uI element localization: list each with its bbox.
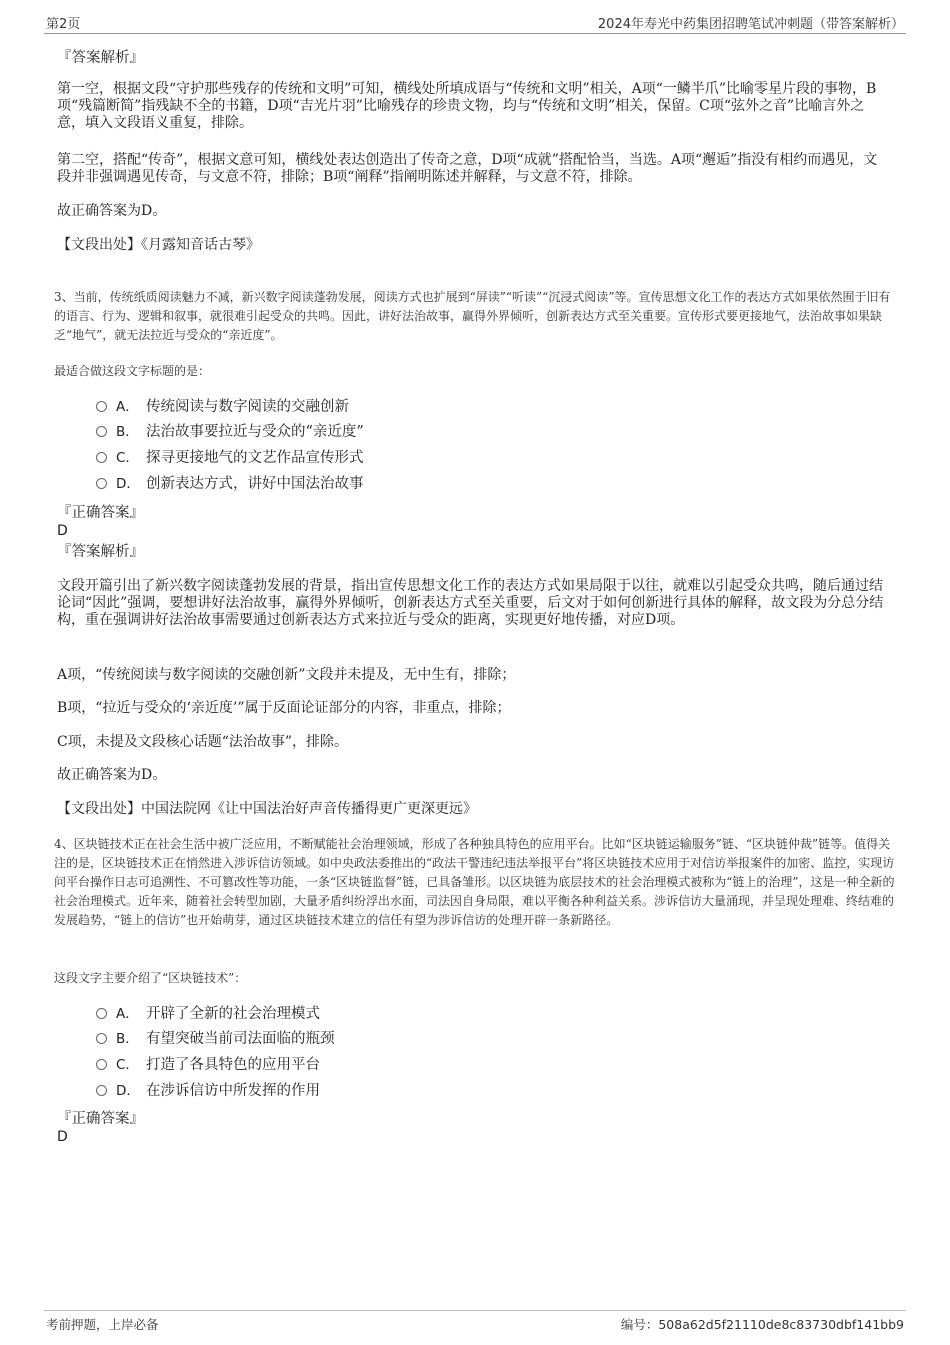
correct-answer-label: 『正确答案』 (57, 1111, 144, 1127)
page-header (44, 13, 906, 34)
question-3-prompt: 最适合做这段文字标题的是： (54, 364, 211, 378)
radio-icon[interactable] (96, 478, 107, 489)
correct-answer-label: 『正确答案』 (57, 505, 144, 521)
correct-answer: D (57, 523, 68, 539)
option-b-note: B项，“拉近与受众的‘亲近度’”属于反面论证部分的内容，非重点，排除； (57, 700, 511, 716)
question-3-analysis: 文段开篇引出了新兴数字阅读蓬勃发展的背景，指出宣传思想文化工作的表达方式如果局限于以往，就难以引起受众共鸣，随后通过结论词“因此”强调，要想讲好法治故事，赢得外界倾听，创新表达方式至关重要，后文对于如何创新进行具体的解释，故文段为分总分结构，重在强调讲好法治故事需要通过创新表达方式来拉近与受众的距离，实现更好地传播，对应D项。 (57, 578, 884, 628)
option-a-note: A项，“传统阅读与数字阅读的交融创新”文段并未提及，无中生有，排除； (57, 667, 516, 683)
analysis-label: 『答案解析』 (57, 544, 144, 560)
source-citation: 【文段出处】《月露知音话古琴》 (57, 237, 260, 253)
radio-icon[interactable] (96, 401, 107, 412)
question-4-prompt: 这段文字主要介绍了“区块链技术”： (54, 971, 247, 985)
radio-icon[interactable] (96, 1085, 107, 1096)
page-number: 第2页 (46, 17, 81, 32)
document-id: 编号：508a62d5f21110de8c83730dbf141bb9 (620, 1317, 904, 1332)
analysis-label: 『答案解析』 (57, 50, 144, 66)
correct-answer: D (57, 1129, 68, 1145)
question-4-option-a[interactable]: A． 开辟了全新的社会治理模式 (96, 1005, 320, 1023)
radio-icon[interactable] (96, 1008, 107, 1019)
radio-icon[interactable] (96, 1033, 107, 1044)
document-title: 2024年寿光中药集团招聘笔试冲刺题（带答案解析） (597, 17, 904, 32)
option-c-note: C项，未提及文段核心话题“法治故事”，排除。 (57, 734, 349, 750)
question-3-option-d[interactable]: D． 创新表达方式，讲好中国法治故事 (96, 475, 364, 493)
question-3-option-a[interactable]: A． 传统阅读与数字阅读的交融创新 (96, 398, 349, 416)
analysis-paragraph-2: 第二空，搭配“传奇”，根据文意可知，横线处表达创造出了传奇之意，D项“成就”搭配恰当，当选。A项“邂逅”指没有相约而遇见，文段并非强调遇见传奇，与文意不符，排除；B项“阐释”指阐明陈述并解释，与文意不符，排除。 (57, 152, 878, 185)
question-4-option-b[interactable]: B． 有望突破当前司法面临的瓶颈 (96, 1030, 335, 1048)
question-4-option-d[interactable]: D． 在涉诉信访中所发挥的作用 (96, 1082, 320, 1100)
footer-slogan: 考前押题，上岸必备 (46, 1317, 159, 1332)
question-3-stem: 3、当前，传统纸质阅读魅力不减，新兴数字阅读蓬勃发展，阅读方式也扩展到“屏读”“听读”“沉浸式阅读”等。宣传思想文化工作的表达方式如果依然囿于旧有的语言、行为、逻辑和叙事，就很难引起受众的共鸣。因此，讲好法治故事，赢得外界倾听，创新表达方式至关重要。宣传形式要更接地气，法治故事如果缺乏“地气”，就无法拉近与受众的“亲近度”。 (54, 290, 891, 342)
radio-icon[interactable] (96, 426, 107, 437)
question-3-option-c[interactable]: C． 探寻更接地气的文艺作品宣传形式 (96, 449, 364, 467)
radio-icon[interactable] (96, 1059, 107, 1070)
conclusion: 故正确答案为D。 (57, 767, 167, 783)
analysis-paragraph-1: 第一空，根据文段“守护那些残存的传统和文明”可知，横线处所填成语与“传统和文明”相关，A项“一鳞半爪”比喻零星片段的事物，B项“残篇断简”指残缺不全的书籍，D项“吉光片羽”比喻残存的珍贵文物，均与“传统和文明”相关，保留。C项“弦外之音”比喻言外之意，填入文段语义重复，排除。 (57, 81, 877, 131)
question-4-option-c[interactable]: C． 打造了各具特色的应用平台 (96, 1056, 320, 1074)
conclusion: 故正确答案为D。 (57, 203, 167, 219)
page-footer (44, 1310, 906, 1333)
question-3-option-b[interactable]: B． 法治故事要拉近与受众的“亲近度” (96, 423, 364, 441)
radio-icon[interactable] (96, 452, 107, 463)
question-4-stem: 4、区块链技术正在社会生活中被广泛应用，不断赋能社会治理领域，形成了各种独具特色的应用平台。比如“区块链运输服务”链、“区块链仲裁”链等。值得关注的是，区块链技术正在悄然进入涉诉信访领域。如中央政法委推出的“政法干警违纪违法举报平台”将区块链技术应用于对信访举报案件的加密、监控，实现访问平台操作日志可追溯性、不可篡改性等功能，一条“区块链监督”链，已具备雏形。以区块链为底层技术的社会治理模式被称为“链上的治理”，这是一种全新的社会治理模式。近年来，随着社会转型加剧，大量矛盾纠纷浮出水面，司法因自身局限，难以平衡各种利益关系。涉诉信访大量涌现，并呈现处理难、终结难的发展趋势，“链上的信访”也开始萌芽，通过区块链技术建立的信任有望为涉诉信访的处理开辟一条新路径。 (54, 837, 895, 927)
source-citation: 【文段出处】中国法院网《让中国法治好声音传播得更广更深更远》 (57, 801, 477, 817)
